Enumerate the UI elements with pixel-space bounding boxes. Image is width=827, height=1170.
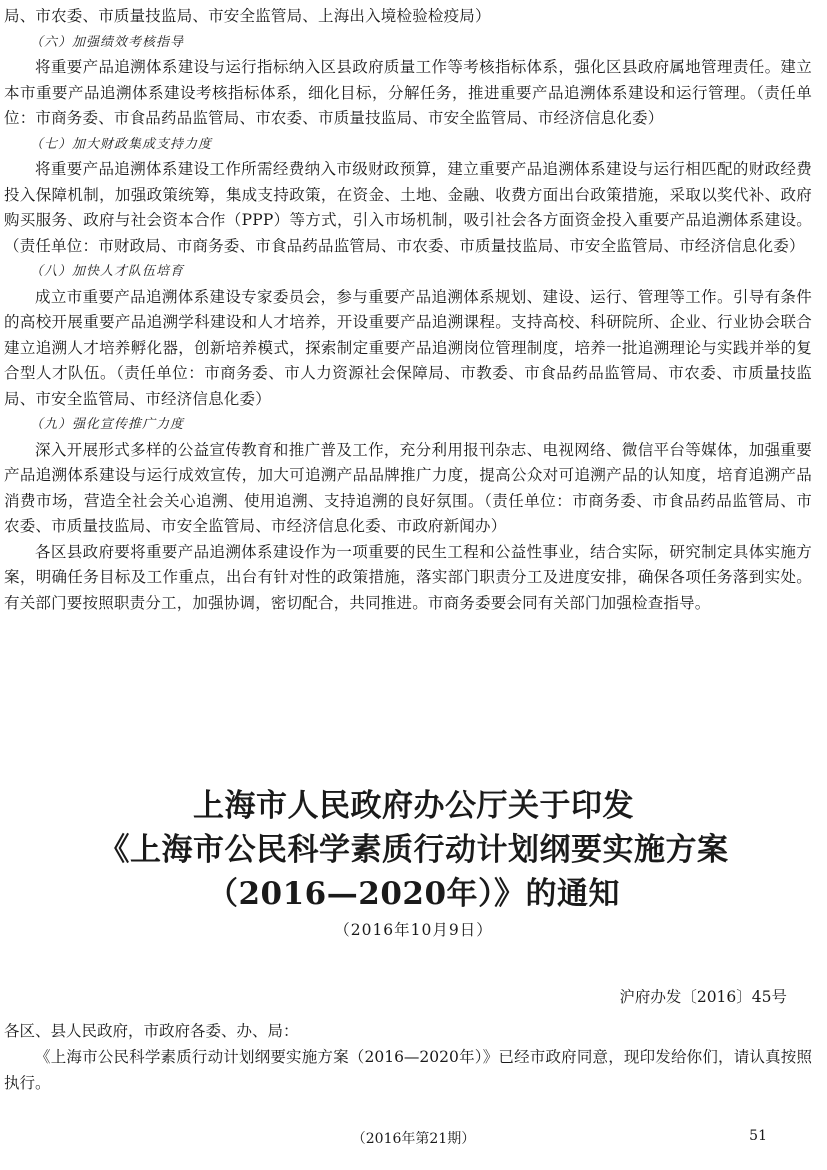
page-number: 51 [749, 1128, 767, 1144]
notice-title-line-3: （2016—2020年）》的通知 [206, 876, 621, 912]
closing-paragraph: 各区县政府要将重要产品追溯体系建设作为一项重要的民生工程和公益性事业，结合实际，研究制定具体实施方案，明确任务目标及工作重点，出台有针对性的政策措施，落实部门职责分工及进度安排，确保各项任务落到实处。有关部门要按照职责分工，加强协调，密切配合，共同推进。市商务委要会同有关部门加强检查指导。 [4, 542, 812, 612]
footer-issue: （2016年第21期） [351, 1131, 476, 1147]
document-number: 沪府办发〔2016〕45号 [619, 988, 787, 1006]
notice-paragraph: 《上海市公民科学素质行动计划纲要实施方案（2016—2020年）》已经市政府同意，现印发给你们，请认真按照执行。 [4, 1048, 812, 1092]
section-paragraph-8: 成立市重要产品追溯体系建设专家委员会，参与重要产品追溯体系规划、建设、运行、管理等工作。引导有条件的高校开展重要产品追溯学科建设和人才培养，开设重要产品追溯课程。支持高校、科研院所、企业、行业协会联合建立追溯人才培养孵化器，创新培养模式，探索制定重要产品追溯岗位管理制度，培养一批追溯理论与实践并举的复合型人才队伍。（责任单位：市商务委、市人力资源社会保障局、市教委、市食品药品监管局、市农委、市质量技监局、市安全监管局、市经济信息化委） [4, 287, 812, 408]
notice-title-line-1: 上海市人民政府办公厅关于印发 [193, 788, 634, 824]
previous-section [4, 4, 812, 616]
section-paragraph-7: 将重要产品追溯体系建设工作所需经费纳入市级财政预算，建立重要产品追溯体系建设与运行相匹配的财政经费投入保障机制，加强政策统筹，集成支持政策，在资金、土地、金融、收费方面出台政策措施，采取以奖代补、政府购买服务、政府与社会资本合作（PPP）等方式，引入市场机制，吸引社会各方面资金投入重要产品追溯体系建设。（责任单位：市财政局、市商务委、市食品药品监管局、市农委、市质量技监局、市安全监管局、市经济信息化委） [4, 160, 812, 255]
section-paragraph-6: 将重要产品追溯体系建设与运行指标纳入区县政府质量工作等考核指标体系，强化区县政府属地管理责任。建立本市重要产品追溯体系建设考核指标体系，细化目标，分解任务，推进重要产品追溯体系建设和运行管理。（责任单位：市商务委、市食品药品监管局、市农委、市质量技监局、市安全监管局、市经济信息化委） [4, 58, 812, 127]
notice-title-line-2: 《上海市公民科学素质行动计划纲要实施方案 [98, 832, 729, 868]
section-heading-7: （七）加大财政集成支持力度 [30, 136, 213, 152]
notice-title-block [0, 784, 827, 940]
notice-body [4, 1018, 812, 1096]
continuation-text: 局、市农委、市质量技监局、市安全监管局、上海出入境检验检疫局） [4, 7, 491, 25]
section-heading-6: （六）加强绩效考核指导 [30, 34, 185, 50]
notice-date: （2016年10月9日） [334, 921, 493, 939]
section-heading-8: （八）加快人才队伍培育 [30, 264, 185, 279]
section-heading-9: （九）强化宣传推广力度 [30, 417, 185, 432]
notice-recipients: 各区、县人民政府，市政府各委、办、局： [4, 1022, 299, 1040]
section-paragraph-9: 深入开展形式多样的公益宣传教育和推广普及工作，充分利用报刊杂志、电视网络、微信平台等媒体，加强重要产品追溯体系建设与运行成效宣传，加大可追溯产品品牌推广力度，提高公众对可追溯产品的认知度，培育追溯产品消费市场，营造全社会关心追溯、使用追溯、支持追溯的良好氛围。（责任单位：市商务委、市食品药品监管局、市农委、市质量技监局、市安全监管局、市经济信息化委、市政府新闻办） [4, 440, 812, 535]
